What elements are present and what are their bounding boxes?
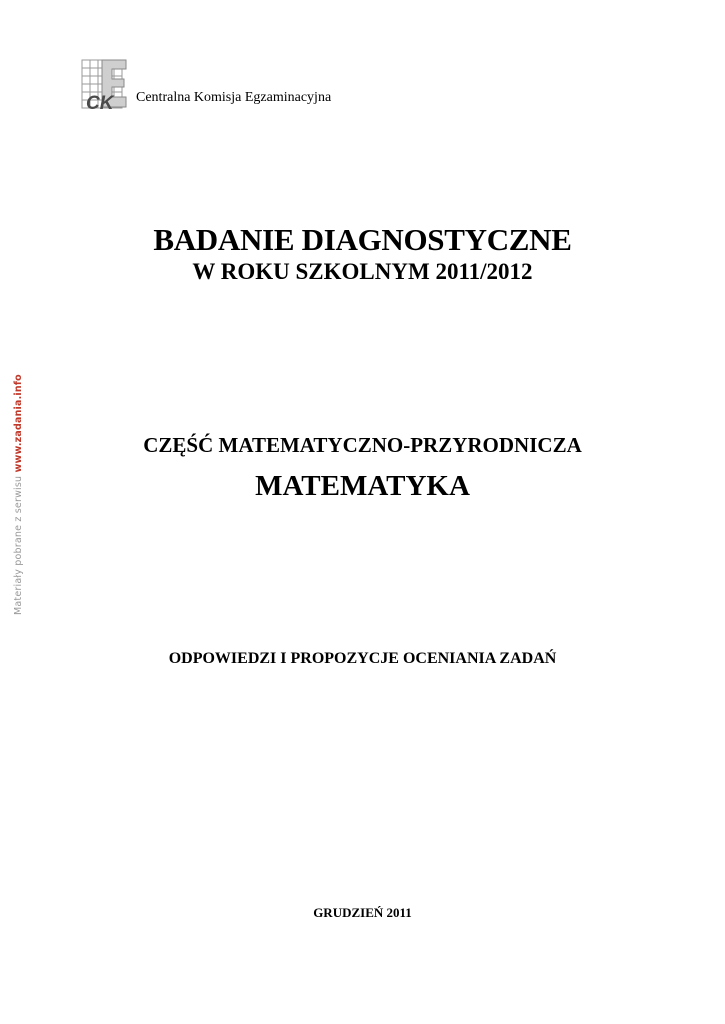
svg-text:CK: CK (86, 93, 114, 114)
cke-logo (80, 57, 130, 115)
document-date: GRUDZIEŃ 2011 (313, 905, 412, 920)
answers-heading: ODPOWIEDZI I PROPOZYCJE OCENIANIA ZADAŃ (168, 650, 557, 667)
exam-part-title: CZĘŚĆ MATEMATYCZNO-PRZYRODNICZA (143, 433, 582, 457)
school-year-subtitle: W ROKU SZKOLNYM 2011/2012 (192, 259, 533, 284)
watermark-prefix: Materiały pobrane z serwisu (13, 472, 24, 615)
document-title: BADANIE DIAGNOSTYCZNE (153, 222, 572, 257)
watermark-link[interactable]: www.zadania.info (13, 374, 24, 473)
organization-name: Centralna Komisja Egzaminacyjna (136, 90, 332, 105)
subject-title: MATEMATYKA (255, 470, 470, 502)
